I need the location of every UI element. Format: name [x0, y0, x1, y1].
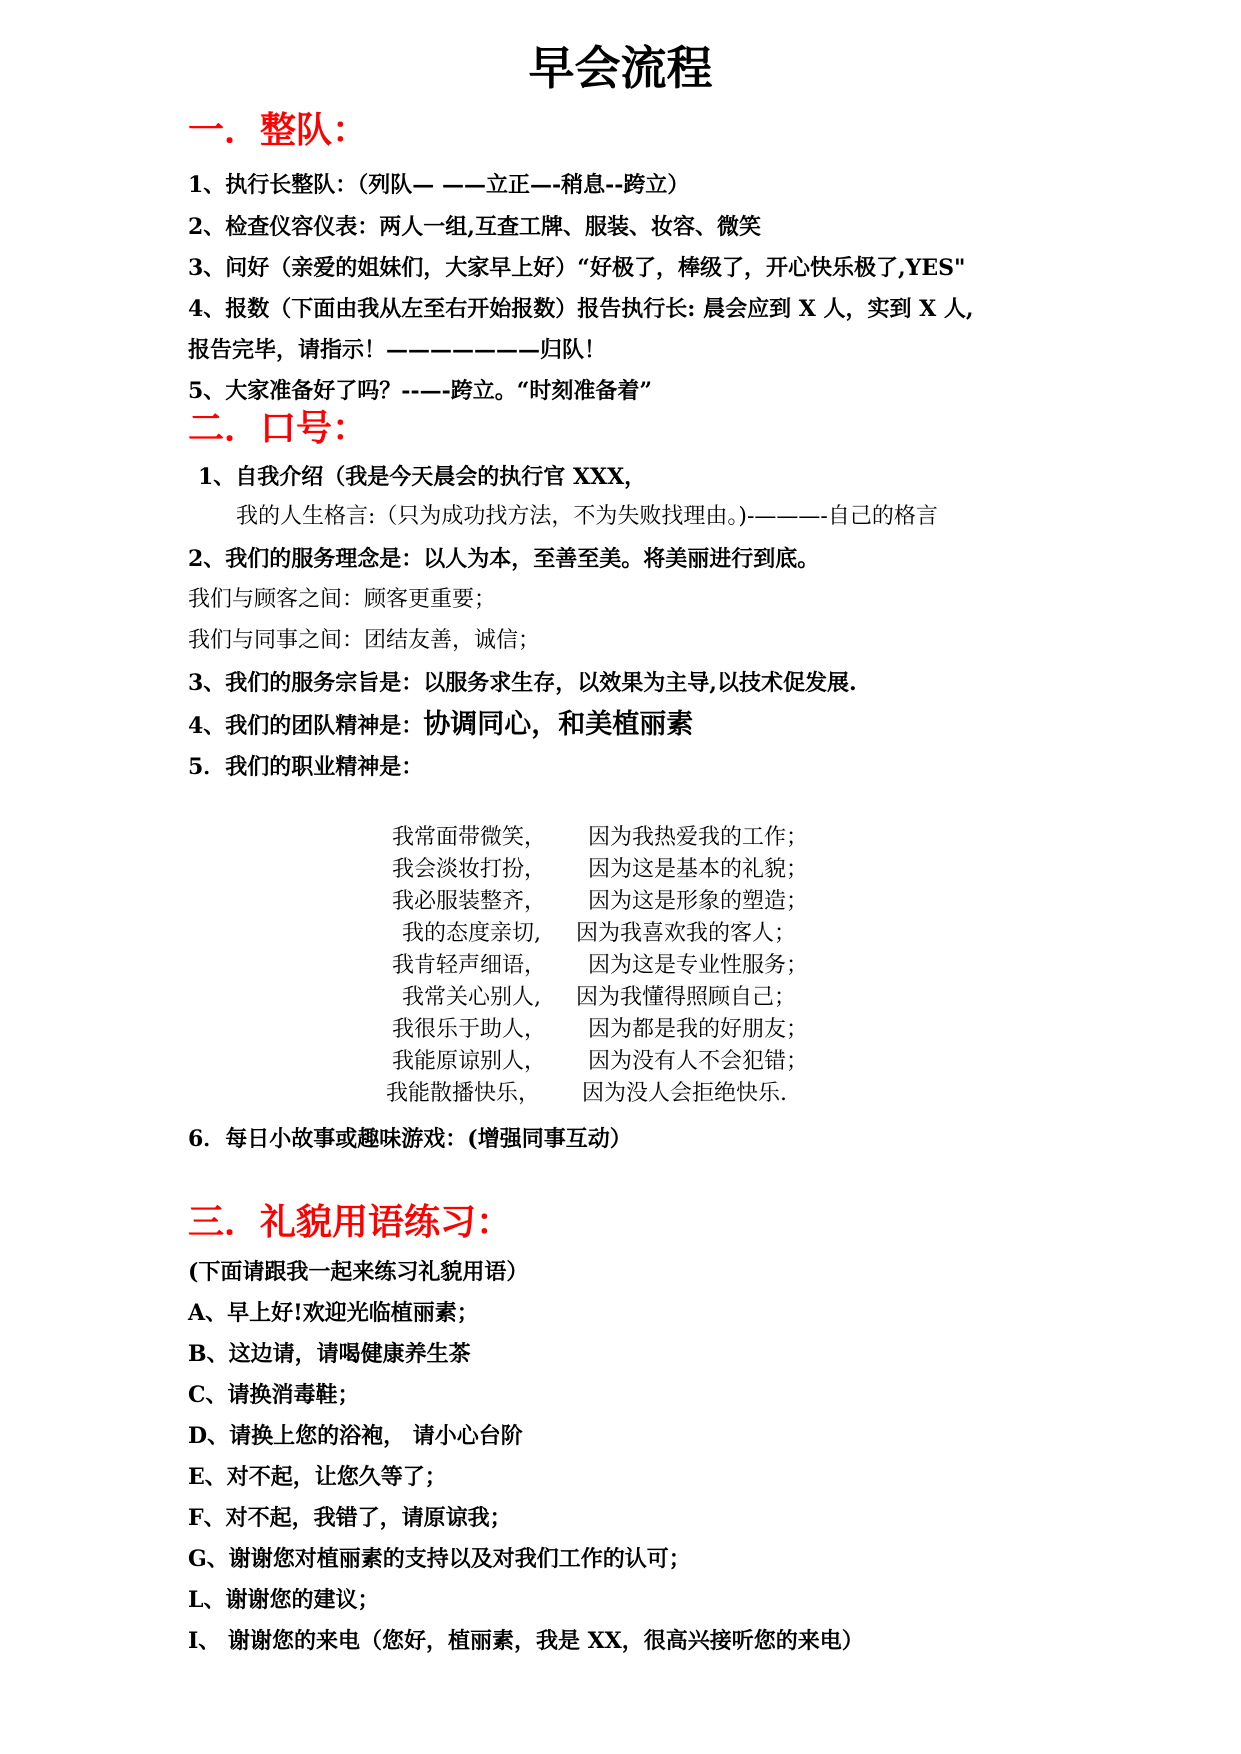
- poem-row: [380, 982, 860, 1014]
- poem-right: 因为我喜欢我的客人；: [576, 921, 797, 946]
- list-item: 我的人生格言:（只为成功找方法，不为失败找理由。)-———-自己的格言: [236, 504, 938, 529]
- poem-left: 我很乐于助人，: [392, 1017, 547, 1042]
- poem-row: [380, 822, 860, 854]
- list-item: 1、自我介绍（我是今天晨会的执行官 XXX，: [198, 464, 647, 490]
- section-heading-lineup: 一．整队：: [188, 110, 369, 151]
- poem-right: 因为这是专业性服务；: [588, 953, 809, 978]
- poem-left: 我能原谅别人，: [392, 1049, 547, 1074]
- list-item: 2、检查仪容仪表：两人一组,互查工牌、服装、妆容、微笑: [188, 214, 761, 240]
- poem-left: 我的态度亲切,: [402, 921, 541, 946]
- poem-left: 我肯轻声细语，: [392, 953, 547, 978]
- list-item: A、早上好!欢迎光临植丽素；: [188, 1300, 479, 1326]
- list-item: 5、大家准备好了吗？--—-跨立。“时刻准备着”: [188, 378, 653, 404]
- list-item: 6．每日小故事或趣味游戏：(增强同事互动）: [188, 1126, 632, 1152]
- poem-right: 因为我懂得照顾自己；: [576, 985, 797, 1010]
- poem-right: 因为都是我的好朋友；: [588, 1017, 809, 1042]
- poem-left: 我必服装整齐，: [392, 889, 547, 914]
- list-item: 我们与顾客之间：顾客更重要；: [188, 587, 497, 612]
- poem-row: [380, 886, 860, 918]
- list-item: 5．我们的职业精神是：: [188, 754, 424, 780]
- list-item: D、请换上您的浴袍， 请小心台阶: [188, 1423, 523, 1449]
- poem-left: 我能散播快乐，: [386, 1081, 541, 1106]
- team-spirit-value: 协调同心，和美植丽素: [423, 709, 694, 740]
- poem-row: [380, 1078, 860, 1110]
- list-item: L、谢谢您的建议；: [188, 1587, 380, 1613]
- page-title: 早会流程: [528, 41, 713, 95]
- list-item: F、对不起，我错了，请原谅我；: [188, 1505, 512, 1531]
- poem-left: 我常面带微笑，: [392, 825, 547, 850]
- poem-right: 因为我热爱我的工作；: [588, 825, 809, 850]
- poem-row: [380, 950, 860, 982]
- poem-left: 我常关心别人,: [402, 985, 541, 1010]
- list-item: [188, 708, 693, 743]
- list-item: B、这边请，请喝健康养生茶: [188, 1341, 471, 1367]
- poem-row: [380, 1014, 860, 1046]
- section-heading-slogan: 二．口号：: [188, 408, 369, 449]
- poem-right: 因为没有人不会犯错；: [588, 1049, 809, 1074]
- list-item: 2、我们的服务理念是：以人为本，至善至美。将美丽进行到底。: [188, 546, 820, 572]
- poem-right: 因为这是形象的塑造；: [588, 889, 809, 914]
- section-heading-courtesy: 三．礼貌用语练习：: [188, 1202, 513, 1243]
- poem-row: [380, 1046, 860, 1078]
- list-item: E、对不起，让您久等了；: [188, 1464, 447, 1490]
- poem-right: 因为这是基本的礼貌；: [588, 857, 809, 882]
- team-spirit-label: 4、我们的团队精神是：: [188, 713, 424, 739]
- list-item: G、谢谢您对植丽素的支持以及对我们工作的认可；: [188, 1546, 691, 1572]
- list-item: 报告完毕，请指示！———————归队！: [188, 337, 607, 363]
- list-item: 我们与同事之间：团结友善，诚信；: [188, 628, 541, 653]
- poem-row: [380, 918, 860, 950]
- poem-left: 我会淡妆打扮，: [392, 857, 547, 882]
- professional-spirit-poem: [380, 822, 860, 1110]
- list-item: I、 谢谢您的来电（您好，植丽素，我是 XX，很高兴接听您的来电）: [188, 1628, 864, 1654]
- section-intro: (下面请跟我一起来练习礼貌用语）: [188, 1259, 529, 1285]
- poem-row: [380, 854, 860, 886]
- list-item: 3、我们的服务宗旨是：以服务求生存，以效果为主导,以技术促发展.: [188, 670, 857, 696]
- list-item: 1、执行长整队：（列队— ——立正—-稍息--跨立）: [188, 172, 690, 198]
- list-item: 3、问好（亲爱的姐妹们，大家早上好）“好极了，棒级了，开心快乐极了,YES": [188, 255, 966, 281]
- list-item: C、请换消毒鞋；: [188, 1382, 360, 1408]
- poem-right: 因为没人会拒绝快乐.: [582, 1081, 787, 1106]
- list-item: 4、报数（下面由我从左至右开始报数）报告执行长: 晨会应到 X 人，实到 X 人,: [188, 296, 974, 322]
